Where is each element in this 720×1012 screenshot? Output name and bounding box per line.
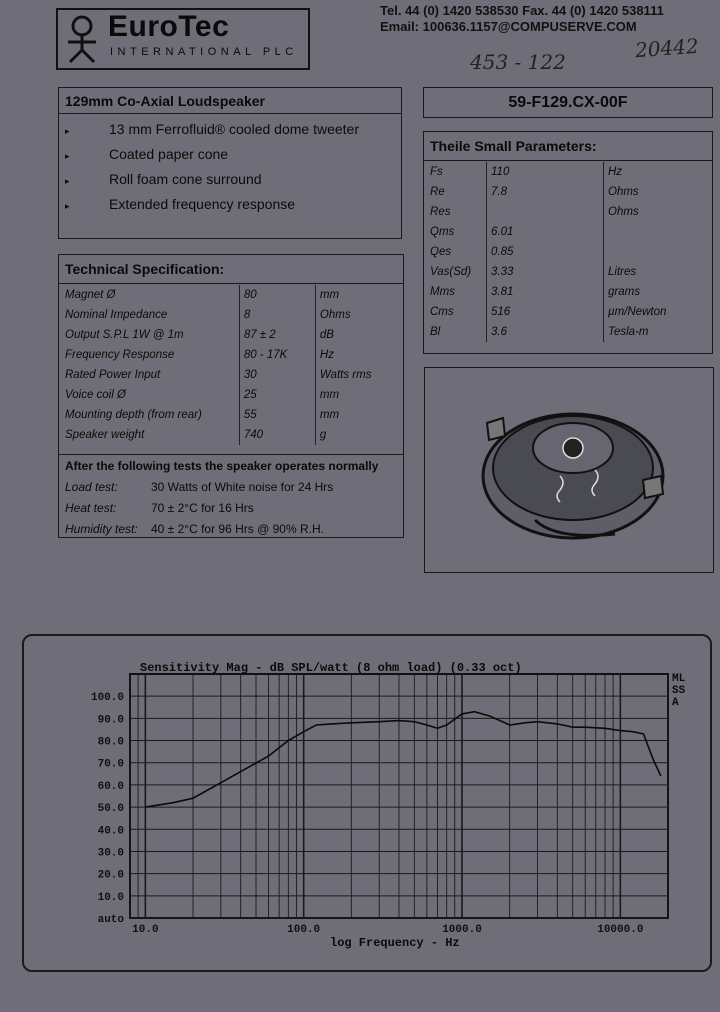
chart-title: Sensitivity Mag - dB SPL/watt (8 ohm load) (0.33 oct) [140,661,522,675]
bullet-icon: ▸ [65,201,70,211]
spec-unit: Watts rms [319,369,372,381]
feature-item: Coated paper cone [109,146,229,162]
table-row [426,202,712,222]
ts-value: 3.6 [487,322,604,342]
ts-value: 0.85 [487,242,604,262]
table-row [426,262,712,282]
table-row [61,305,403,325]
ts-label: Vas(Sd) [426,262,487,282]
ts-label: Mms [426,282,487,302]
y-tick-label: 80.0 [97,736,124,749]
bullet-icon: ▸ [65,151,70,161]
tech-spec-table [61,285,403,445]
y-tick-label: 40.0 [97,825,124,838]
ts-value [487,202,604,222]
spec-unit: dB [319,329,334,341]
chart-side-label: MLSSA [672,673,686,709]
x-tick-label: 10000.0 [597,924,644,936]
product-code: 59-F129.CX-00F [508,94,628,111]
ts-label: Re [426,182,487,202]
ts-unit: Litres [608,266,637,278]
bullet-icon: ▸ [65,176,70,186]
y-tick-label: 60.0 [97,780,124,793]
test-label: Humidity test: [65,522,138,536]
table-row [426,302,712,322]
ts-unit: grams [608,286,640,298]
ts-value: 110 [487,162,604,182]
spec-label: Frequency Response [61,345,239,365]
spec-label: Speaker weight [61,425,239,445]
y-tick-label: auto [97,914,124,926]
spec-label: Output S.P.L 1W @ 1m [61,325,239,345]
ts-value: 516 [487,302,604,322]
spec-value: 25 [239,385,315,405]
y-tick-label: 50.0 [97,803,124,816]
ts-label: Fs [426,162,487,182]
spec-label: Nominal Impedance [61,305,239,325]
x-tick-label: 100.0 [287,924,321,936]
spec-value: 80 - 17K [239,345,315,365]
eurotec-logo-icon [62,12,102,64]
table-row [426,162,712,182]
brand-name: EuroTec [108,10,230,43]
x-tick-label: 1000.0 [442,924,482,936]
ts-value: 3.81 [487,282,604,302]
divider [59,454,403,455]
y-tick-label: 90.0 [97,714,124,727]
ts-unit [604,222,713,242]
spec-unit: mm [319,409,340,421]
table-row [426,242,712,262]
ts-params-box [423,131,713,354]
y-tick-label: 20.0 [97,869,124,882]
test-label: Load test: [65,480,118,494]
ts-label: Cms [426,302,487,322]
handwritten-ref: 453 - 122 [470,50,566,74]
ts-label: Res [426,202,487,222]
spec-unit: Ohms [319,309,351,321]
handwritten-number: 20442 [634,33,700,63]
ts-label: Bl [426,322,487,342]
x-tick-label: 10.0 [132,924,159,936]
ts-unit: Ohms [608,206,639,218]
table-row [61,425,403,445]
ts-unit: Tesla-m [608,326,649,338]
table-row [426,222,712,242]
y-tick-label: 30.0 [97,847,124,860]
test-value: 30 Watts of White noise for 24 Hrs [151,480,334,494]
spec-unit: mm [319,389,340,401]
table-row [61,385,403,405]
spec-value: 30 [239,365,315,385]
ts-value: 6.01 [487,222,604,242]
spec-unit: mm [319,289,340,301]
spec-unit: Hz [319,349,334,361]
speaker-photo-box [424,367,714,573]
spec-unit: g [319,429,327,441]
product-title: 129mm Co-Axial Loudspeaker [65,93,265,109]
table-row [61,345,403,365]
table-row [61,365,403,385]
divider [424,160,712,161]
y-tick-label: 70.0 [97,758,124,771]
spec-label: Magnet Ø [61,285,239,305]
spec-label: Rated Power Input [61,365,239,385]
y-tick-label: 100.0 [90,692,124,705]
series-line [145,712,661,807]
contact-email: Email: 100636.1157@COMPUSERVE.COM [380,19,637,34]
divider [59,283,403,284]
tech-spec-box [58,254,404,538]
test-value: 70 ± 2°C for 16 Hrs [151,501,254,515]
table-row [61,325,403,345]
spec-label: Voice coil Ø [61,385,239,405]
ts-label: Qms [426,222,487,242]
table-row [61,285,403,305]
ts-unit: Ohms [608,186,639,198]
feature-item: Roll foam cone surround [109,171,262,187]
spec-value: 8 [239,305,315,325]
ts-unit: µm/Newton [608,306,667,318]
bullet-icon: ▸ [65,126,70,136]
tests-title: After the following tests the speaker operates normally [65,459,379,473]
spec-value: 740 [239,425,315,445]
table-row [426,282,712,302]
feature-item: 13 mm Ferrofluid® cooled dome tweeter [109,121,359,137]
test-label: Heat test: [65,501,117,515]
features-box [58,113,402,239]
ts-value: 7.8 [487,182,604,202]
speaker-photo-icon [425,368,712,571]
spec-value: 87 ± 2 [239,325,315,345]
chart-xlabel: log Frequency - Hz [330,936,460,950]
table-row [61,405,403,425]
y-tick-label: 10.0 [97,891,124,904]
ts-unit: Hz [608,166,623,178]
sensitivity-chart [60,666,672,940]
product-code-box [423,87,713,118]
ts-label: Qes [426,242,487,262]
tech-spec-title: Technical Specification: [65,261,225,277]
ts-unit [604,242,713,262]
ts-params-table [426,162,712,342]
feature-item: Extended frequency response [109,196,296,212]
test-value: 40 ± 2°C for 96 Hrs @ 90% R.H. [151,522,324,536]
spec-label: Mounting depth (from rear) [61,405,239,425]
product-title-box [58,87,402,114]
spec-value: 55 [239,405,315,425]
brand-subtitle: INTERNATIONAL PLC [110,46,298,58]
ts-params-title: Theile Small Parameters: [430,138,597,154]
spec-value: 80 [239,285,315,305]
table-row [426,322,712,342]
ts-value: 3.33 [487,262,604,282]
contact-tel-fax: Tel. 44 (0) 1420 538530 Fax. 44 (0) 1420 538111 [380,3,664,18]
table-row [426,182,712,202]
